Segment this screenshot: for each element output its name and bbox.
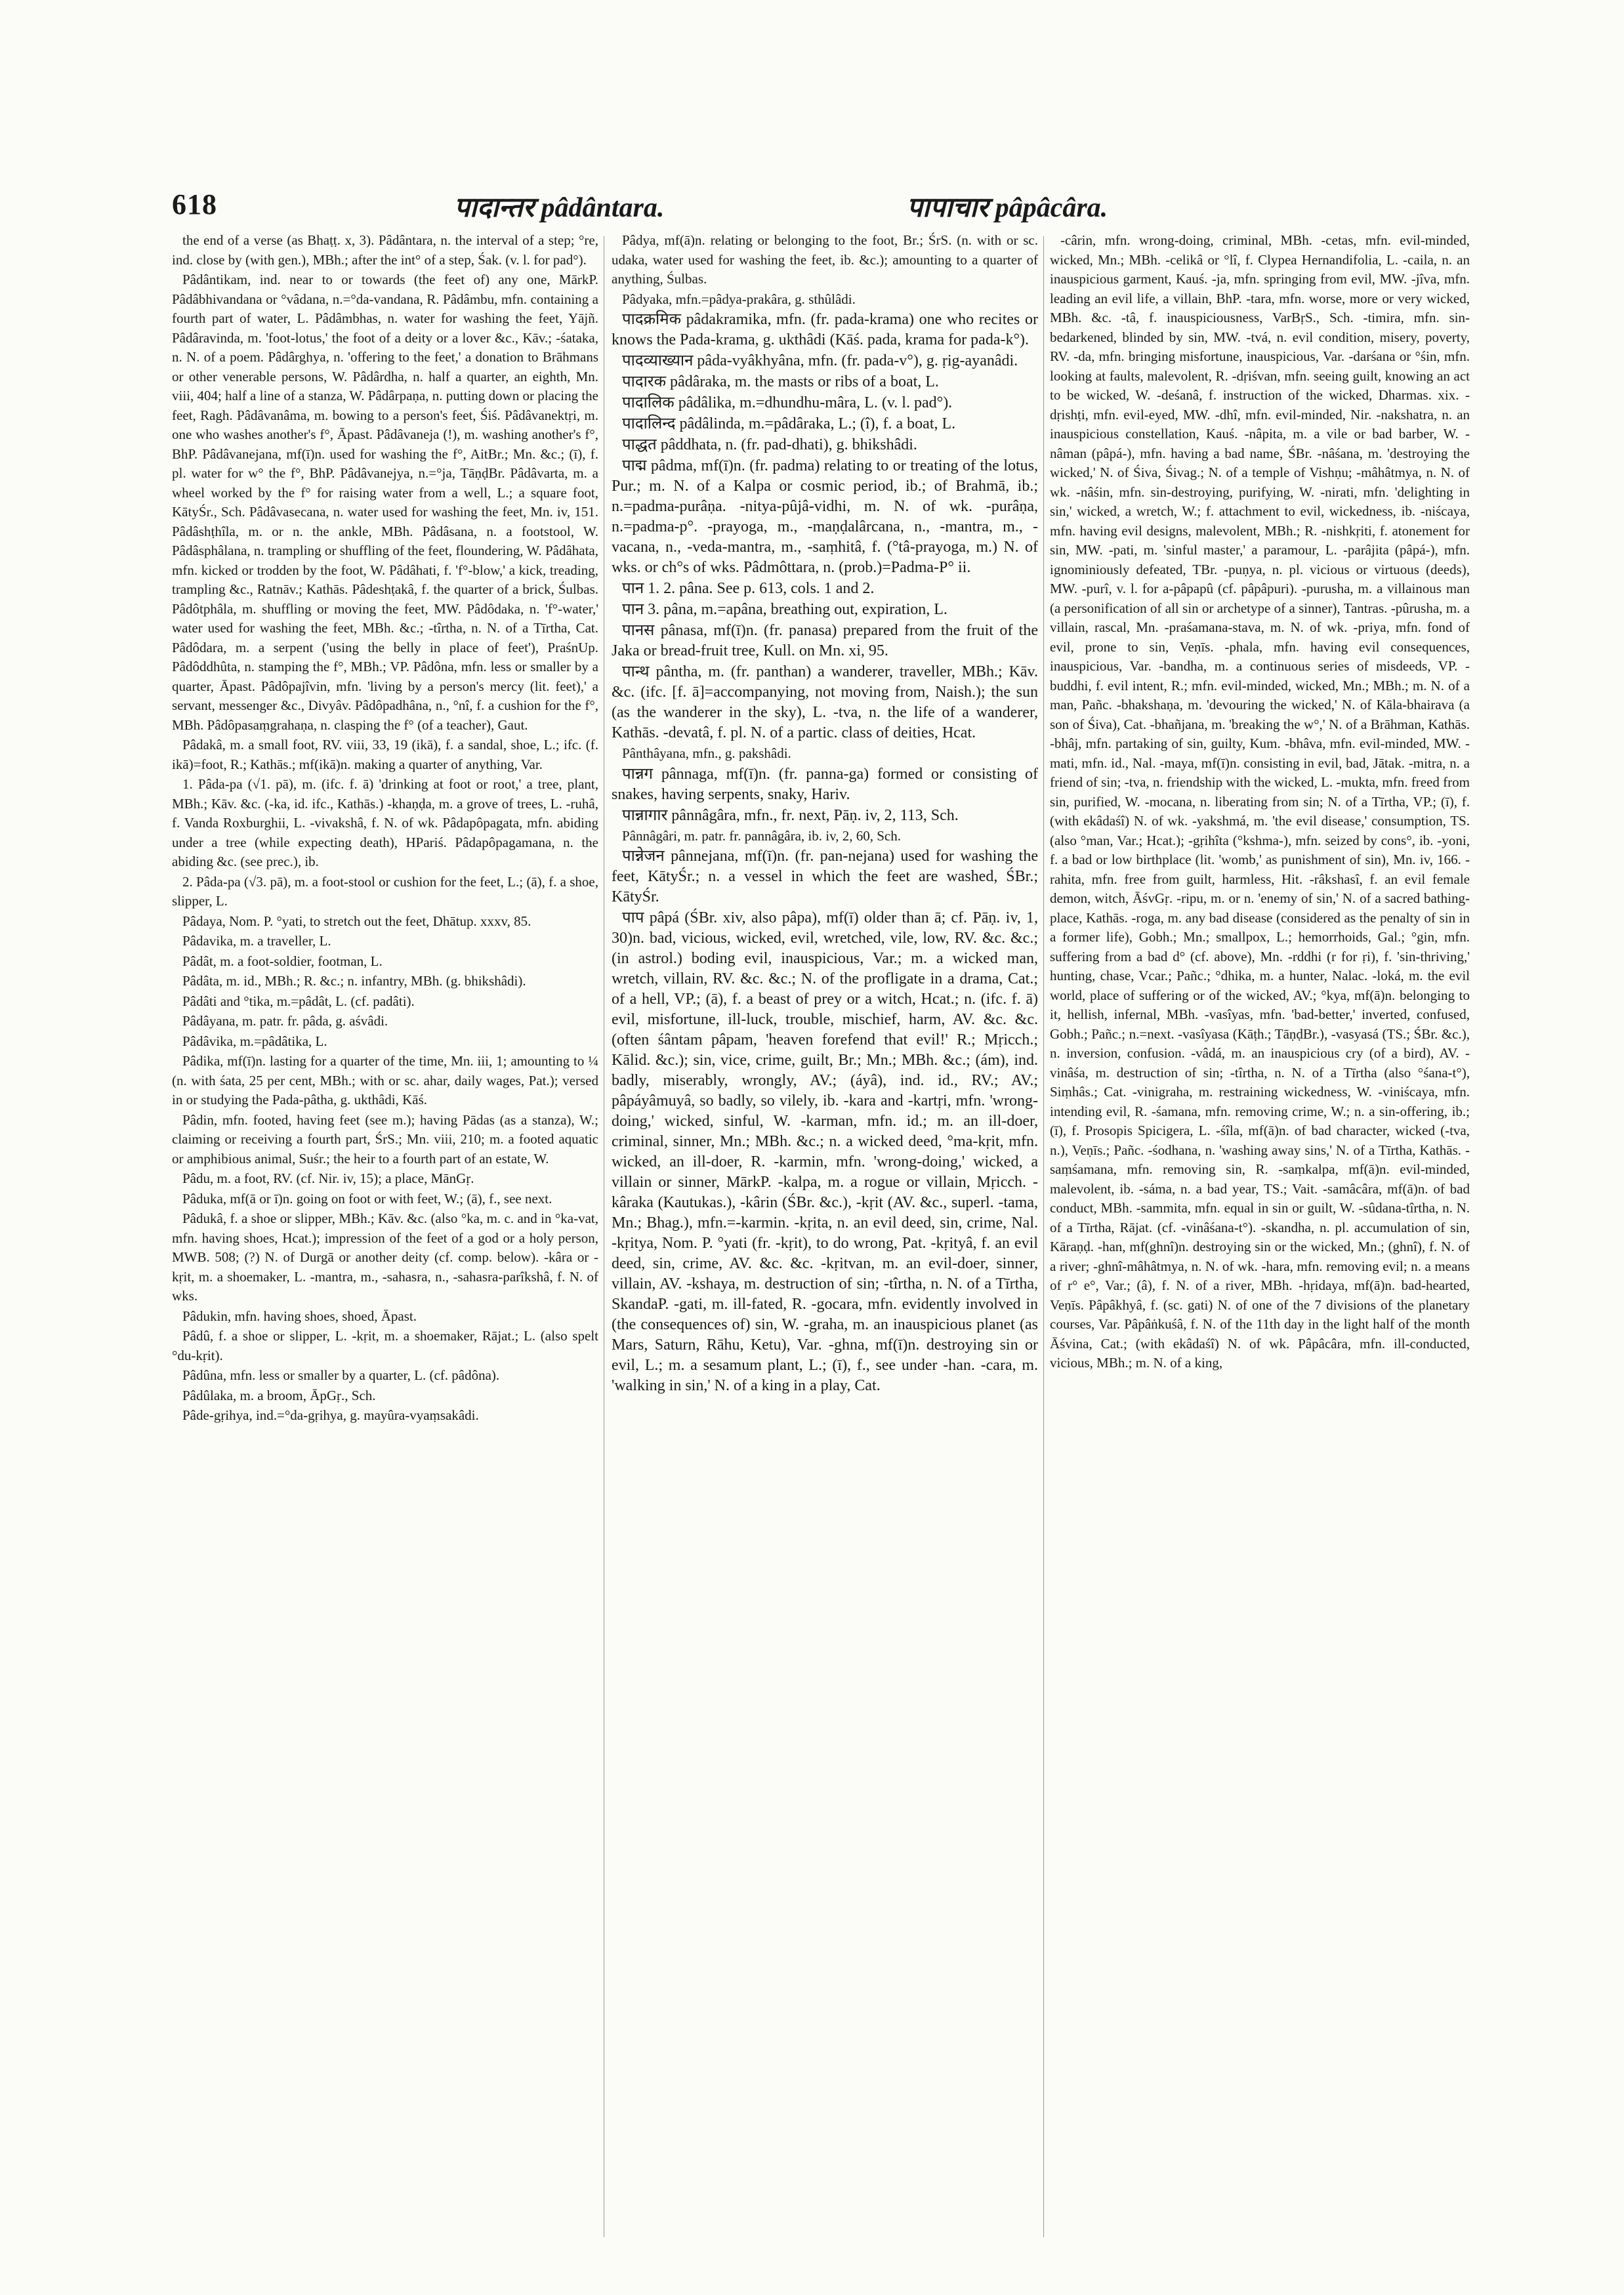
- dictionary-entry: Pâdu, m. a foot, RV. (cf. Nir. iv, 15); a place, MānGṛ.: [182, 1170, 474, 1186]
- column-right: [1050, 231, 1470, 2248]
- dictionary-entry: Pâde-gṛihya, ind.=°da-gṛihya, g. mayûra-vyaṃsakâdi.: [182, 1407, 479, 1423]
- column-left: [172, 231, 598, 2248]
- dictionary-entry: Pâdûna, mfn. less or smaller by a quarter, L. (cf. pâdôna).: [182, 1367, 500, 1383]
- running-head-left: पादान्तर pâdântara.: [454, 193, 665, 223]
- dictionary-entry: 2. Pâda-pa (√3. pā), m. a foot-stool or cushion for the feet, L.; (ā), f. a shoe, slipper, L.: [172, 873, 598, 909]
- dictionary-entry: पान्नेजन pânnejana, mf(ī)n. (fr. pan-nejana) used for washing the feet, KātyŚr.; n. a vessel in which the feet are washed, ŚBr.; KātyŚr.: [612, 848, 1038, 905]
- dictionary-entry: पान्नागार pânnâgâra, mfn., fr. next, Pāṇ. iv, 2, 113, Sch.: [622, 806, 959, 824]
- dictionary-entry: Pâdâyana, m. patr. fr. pâda, g. aśvâdi.: [182, 1013, 388, 1029]
- dictionary-entry: पाद्धत pâddhata, n. (fr. pad-dhati), g. bhikshâdi.: [622, 436, 917, 453]
- dictionary-entry: Pâdâvika, m.=pâdâtika, L.: [182, 1033, 327, 1049]
- dictionary-entry: Pâdin, mfn. footed, having feet (see m.); having Pādas (as a stanza), W.; claiming or receiving a fourth part, ŚrS.; Mn. viii, 210; m. a footed aquatic or amphibious animal, Suśr.; the heir to a fourth part of an estate, W.: [172, 1111, 598, 1167]
- dictionary-entry: Pânthâyana, mfn., g. pakshâdi.: [622, 745, 791, 761]
- dictionary-entry: पान्नग pânnaga, mf(ī)n. (fr. panna-ga) formed or consisting of snakes, having serpents, snaky, Hariv.: [612, 765, 1038, 803]
- dictionary-entry: पान्थ pântha, m. (fr. panthan) a wanderer, traveller, MBh.; Kāv. &c. (ifc. [f. ā]=accompanying, not moving from, Naish.); the sun (as the wanderer in the sky), L. -tva, n. the life of a wanderer, Kathās. -devatâ, f. pl. N. of a partic. class of deities, Hcat.: [612, 663, 1038, 741]
- column-middle: [612, 231, 1038, 2248]
- page-header: [172, 188, 1458, 227]
- dictionary-entry: Pâdât, m. a foot-soldier, footman, L.: [182, 953, 383, 969]
- dictionary-entry: पादारक pâdâraka, m. the masts or ribs of a boat, L.: [622, 373, 939, 390]
- page-number: 618: [172, 188, 217, 220]
- dictionary-entry: पान 3. pâna, m.=apâna, breathing out, expiration, L.: [622, 601, 947, 618]
- dictionary-entry: Pâdântikam, ind. near to or towards (the feet of) any one, MārkP. Pâdâbhivandana or °vâdana, n.=°da-vandana, R. Pâdâmbu, mfn. containing a fourth part of water, L. Pâdâmbhas, n. water for washing the feet, Yājñ. Pâdâravinda, m. 'foot-lotus,' the foot of a deity or a lover &c., Kāv.; -śataka, n. N. of a poem. Pâdârghya, n. 'offering to the feet,' a donation to Brāhmans or other venerable persons, W. Pâdârdha, n. half a quarter, an eighth, Mn. viii, 404; half a line of a stanza, W. Pâdârpaṇa, n. putting down or placing the feet, Ragh. Pâdâvanâma, m. bowing to a person's feet, Śiś. Pâdâvanektṛi, m. one who washes another's f°, Āpast. Pâdâvaneja (!), m. washing another's f°, BhP. Pâdâvanejana, mf(ī)n. used for washing the f°, AitBr.; Mn. &c.; (ī), f. pl. water for w° the f°, BhP. Pâdâvanejya, n.=°ja, TāṇḍBr. Pâdâvarta, m. a wheel worked by the f° for raising water from a well, L.; a square foot, KātyŚr., Sch. Pâdâvasecana, n. water used for washing the feet, Mn. iv, 151. Pâdâshṭhîla, m. or n. the ankle, MBh. Pâdâsana, n. a footstool, W. Pâdâsphâlana, n. trampling or shuffling of the feet, floundering, W. Pâdâhata, mfn. kicked or trodden by the foot, W. Pâdâhati, f. 'f°-blow,' a kick, treading, trampling &c., Ratnāv.; Kathās. Pâdeshṭakâ, f. the quarter of a brick, Śulbas. Pâdôtphâla, m. shuffling or moving the feet, MW. Pâdôdaka, n. 'f°-water,' water used for washing the feet, MBh. &c.; -tîrtha, n. N. of a Tīrtha, Cat. Pâdôdara, m. a serpent ('using the belly in place of feet'), PraśnUp. Pâdôddhûta, n. stamping the f°, MBh.; VP. Pâdôna, mfn. less or smaller by a quarter, Āpast. Pâdôpajîvin, mfn. 'living by a person's mercy (lit. feet),' a servant, messenger &c., Divyâv. Pâdôpadhâna, n., °nî, f. a cushion for the f°, MBh. Pâdôpasaṃgrahaṇa, n. clasping the f° (of a teacher), Gaut.: [172, 272, 598, 733]
- dictionary-entry: Pâdûlaka, m. a broom, ĀpGṛ., Sch.: [182, 1387, 376, 1403]
- dictionary-entry: पादक्रमिक pâdakramika, mfn. (fr. pada-krama) one who recites or knows the Pada-krama, g. ukthâdi (Kāś. pada, krama for pada-k°).: [612, 311, 1038, 348]
- dictionary-entry: the end of a verse (as Bhaṭṭ. x, 3). Pâdântara, n. the interval of a step; °re, ind. close by (with gen.), MBh.; after the int° of a step, Śak. (v. l. for pad°).: [172, 232, 598, 268]
- dictionary-entry: Pâduka, mf(ā or ī)n. going on foot or with feet, W.; (ā), f., see next.: [182, 1190, 552, 1207]
- dictionary-entry: Pâdavika, m. a traveller, L.: [182, 933, 331, 949]
- dictionary-entry: Pâdaya, Nom. P. °yati, to stretch out the feet, Dhātup. xxxv, 85.: [182, 913, 531, 929]
- dictionary-entry: पादालिन्द pâdâlinda, m.=pâdâraka, L.; (î), f. a boat, L.: [622, 415, 956, 432]
- dictionary-entry: पादालिक pâdâlika, m.=dhundhu-mâra, L. (v. l. pad°).: [622, 394, 953, 411]
- dictionary-entry: Pâdukâ, f. a shoe or slipper, MBh.; Kāv. &c. (also °ka, m. c. and in °ka-vat, mfn. having shoes, Hcat.); impression of the feet of a god or a holy person, MWB. 508; (?) N. of Durgā or another deity (cf. comp. below). -kâra or -kṛit, m. a shoemaker, L. -mantra, m., -sahasra, n., -sahasra-parîkshâ, f. N. of wks.: [172, 1210, 598, 1304]
- dictionary-entry: Pâdya, mf(ā)n. relating or belonging to the foot, Br.; ŚrS. (n. with or sc. udaka, water used for washing the feet, ib. &c.); amounting to a quarter of anything, Śulbas.: [612, 232, 1038, 287]
- dictionary-entry: Pâdika, mf(ī)n. lasting for a quarter of the time, Mn. iii, 1; amounting to ¼ (n. with śata, 25 per cent, MBh.; with or sc. ahar, daily wages, Pat.); versed in or studying the Pada-pâtha, g. ukthâdi, Kāś.: [172, 1053, 598, 1107]
- dictionary-entry: Pâdyaka, mfn.=pâdya-prakâra, g. sthûlâdi.: [622, 291, 856, 307]
- dictionary-entry: Pâdâti and °tika, m.=pâdât, L. (cf. padâti).: [182, 993, 415, 1009]
- running-head-right: पापाचार pâpâcâra.: [907, 193, 1108, 223]
- dictionary-entry: Pâdukin, mfn. having shoes, shoed, Āpast.: [182, 1308, 417, 1324]
- dictionary-entry: Pânnâgâri, m. patr. fr. pannâgâra, ib. iv, 2, 60, Sch.: [622, 827, 901, 844]
- dictionary-entry: पाद्म pâdma, mf(ī)n. (fr. padma) relating to or treating of the lotus, Pur.; m. N. of a Kalpa or cosmic period, ib.; of Brahmā, ib.; n.=padma-purâṇa. -nitya-pûjâ-vidhi, m. N. of wk. -purâṇa, n.=padma-p°. -prayoga, m., -maṇḍalârcana, n., -mantra, m., -vacana, n., -veda-mantra, m., -saṃhitâ, f. (°tâ-prayoga, m.) N. of wks. or ch°s of wks. Pâdmôttara, n. (prob.)=Padma-P° ii.: [612, 457, 1038, 576]
- dictionary-entry: 1. Pâda-pa (√1. pā), m. (ifc. f. ā) 'drinking at foot or root,' a tree, plant, MBh.; Kāv. &c. (-ka, id. ifc., Kathās.) -khaṇḍa, m. a grove of trees, L. -ruhâ, f. Vanda Roxburghii, L. -vivakshâ, f. N. of wk. Pâdapôpagata, mfn. abiding under a tree (while expecting death), HPariś. Pâdapôpagamana, n. the abiding &c. (see prec.), ib.: [172, 776, 598, 869]
- dictionary-entry: पाप pâpá (ŚBr. xiv, also pâpa), mf(ī) older than ā; cf. Pāṇ. iv, 1, 30)n. bad, vicious, wicked, evil, wretched, vile, low, RV. &c. &c.; (in astrol.) boding evil, inauspicious, Var.; m. a wicked man, wretch, villain, RV. &c. &c.; N. of the profligate in a drama, Cat.; of a hell, VP.; (ā), f. a beast of prey or a witch, Hcat.; n. (ifc. f. ā) evil, misfortune, ill-luck, trouble, mischief, harm, AV. &c. &c. (often śântam pâpam, 'heaven forefend that evil!' R.; Mṛicch.; Kālid. &c.); sin, vice, crime, guilt, Br.; Mn.; MBh. &c.; (ám), ind. badly, miserably, wrongly, AV.; (áyâ), ind. id., RV.; AV.; pâpáyâmuyâ, so badly, so vilely, ib. -kara and -kartṛi, mfn. 'wrong-doing,' wicked, sinful, W. -karman, mfn. id.; m. an ill-doer, criminal, sinner, Mn.; MBh. &c.; n. a wicked deed, °ma-kṛit, mfn. wicked, an ill-doer, R. -karmin, mfn. 'wrong-doing,' wicked, a villain or sinner, MārkP. -kalpa, m. a rogue or villain, Mṛicch. -kâraka (Kautukas.), -kârin (ŚBr. &c.), -kṛit (AV. &c., superl. -tama, Mn.; Bhag.), mfn.=-karmin. -kṛita, n. an evil deed, sin, crime, Nal. -kṛitya, Nom. P. °yati (fr. -kṛit), to do wrong, Pat. -kṛityâ, f. an evil deed, sin, crime, AV. &c. &c. -kṛitvan, m. an evil-doer, sinner, villain, AV. -kshaya, m. destruction of sin; -tîrtha, n. N. of a Tīrtha, SkandaP. -gati, m. ill-fated, R. -gocara, mfn. evidently involved in (the consequences of) sin, W. -graha, m. an inauspicious planet (as Mars, Saturn, Rāhu, Ketu), Var. -ghna, mf(ī)n. destroying sin or evil, L.; m. a sesamum plant, L.; (ī), f., see under -han. -cara, m. 'walking in sin,' N. of a king in a play, Cat.: [612, 909, 1038, 1394]
- dictionary-entry: पादव्याख्यान pâda-vyâkhyâna, mfn. (fr. pada-v°), g. ṛig-ayanâdi.: [622, 352, 1018, 369]
- column-divider: [1043, 236, 1044, 2237]
- dictionary-entry: Pâdakâ, m. a small foot, RV. viii, 33, 19 (ikā), f. a sandal, shoe, L.; ifc. (f. ikā)=foot, R.; Kathās.; mf(ikā)n. making a quarter of anything, Var.: [172, 737, 598, 772]
- dictionary-entry: Pâdâta, m. id., MBh.; R. &c.; n. infantry, MBh. (g. bhikshâdi).: [182, 973, 526, 989]
- dictionary-entry: -cârin, mfn. wrong-doing, criminal, MBh. -cetas, mfn. evil-minded, wicked, Mn.; MBh. -celikâ or °lî, f. Clypea Hernandifolia, L. -caila, n. an inauspicious garment, Kauś. -ja, mfn. springing from evil, MW. -jîva, mfn. leading an evil life, a villain, BhP. -tara, mfn. worse, more or very wicked, MBh. &c. -tâ, f. inauspiciousness, VarBṛS., Sch. -timira, mfn. sin-bedarkened, blinded by sin, MW. -tvá, n. evil condition, misery, poverty, RV. -da, mfn. bringing misfortune, inauspicious, Var. -darśana or °śin, mfn. looking at faults, malevolent, R. -dṛiśvan, mfn. seeing guilt, knowing an act to be wicked, W. -deśanâ, f. instruction of the wicked, Dharmas. xix. -dṛishṭi, mfn. evil-eyed, MW. -dhî, mfn. evil-minded, Nir. -nakshatra, n. an inauspicious constellation, Kauś. -nâpita, m. a vile or bad barber, W. -nâman (pâpá-), mfn. having a bad name, ŚBr. -nâśana, m. 'destroying the wicked,' N. of Śiva, Śivag.; N. of a temple of Vishṇu; -mâhâtmya, n. N. of wk. -nâśin, mfn. sin-destroying, purifying, W. -nirati, mfn. 'delighting in sin,' wicked, a wretch, W.; f. attachment to evil, wickedness, ib. -niścaya, mfn. having evil designs, malevolent, MBh.; R. -nishkṛiti, f. atonement for sin, MW. -pati, m. 'sinful master,' a paramour, L. -parâjita (pâpá-), mfn. ignominiously defeated, TBr. -puṇya, n. pl. vicious or virtuous (deeds), MW. -purî, v. l. for a-pâpapû (cf. pâpâpuri). -purusha, m. a villainous man (a personification of all sin or archetype of a sinner), Tantras. -pûrusha, m. a villain, rascal, Mn. -praśamana-stava, m. N. of wk. -priya, mfn. fond of evil, prone to sin, Veṇīs. -phala, mfn. having evil consequences, inauspicious, Var. -bandha, m. a continuous series of misdeeds, VP. -buddhi, f. evil intent, R.; mfn. evil-minded, wicked, Mn.; MBh.; m. N. of a man, Pañc. -bhakshaṇa, m. 'devouring the wicked,' N. of Kāla-bhairava (a son of Śiva), Cat. -bhañjana, m. 'breaking the w°,' N. of a Brāhman, Kathās. -bhâj, mfn. partaking of sin, guilty, Kum. -bhâva, mfn. evil-minded, MW. -mati, mfn. id., Nal. -maya, mf(ī)n. consisting in evil, bad, Jātak. -mitra, n. a friend of sin; -tva, n. friendship with the wicked, L. -mukta, mfn. freed from sin, purified, W. -mocana, n. liberating from sin; N. of a Tīrtha, VP.; (ī), f. (with ekâdaśî) N. of wk. -yakshmá, m. 'the evil disease,' consumption, TS. (also °man, Var.; Hcat.); -gṛihîta (°kshma-), mfn. seized by cons°, ib. -yoni, f. a bad or low birthplace (lit. 'womb,' as punishment of sin), Mn. iv, 166. -rahita, mfn. free from guilt, harmless, Hit. -râkshasî, f. an evil female demon, witch, ĀśvGṛ. -ripu, m. or n. 'enemy of sin,' N. of a sacred bathing-place, Kathās. -roga, m. any bad disease (considered as the penalty of sin in a former life), Gobh.; Mn.; smallpox, L.; hemorrhoids, Gal.; °gin, mfn. suffering from a bad d° (cf. above), Mn. -rddhi (r for ṛi), f. 'sin-thriving,' hunting, chase, Vcar.; Pañc.; °dhika, m. a hunter, Nalac. -loká, m. the evil world, place of suffering or of the wicked, AV.; °kya, mf(ā)n. belonging to it, hellish, infernal, MBh. -vasîyas, mfn. 'bad-better,' inverted, confused, Gobh.; Pañc.; n.=next. -vasîyasa (Kāṭh.; TāṇḍBr.), -vasyasá (TS.; ŚBr. &c.), n. inversion, confusion. -vâdá, m. an inauspicious cry (of a bird), AV. -vinâśa, m. destruction of sin; -tîrtha, n. N. of a Tīrtha (also °śana-t°), Siṃhâs.; Cat. -vinigraha, m. restraining wickedness, W. -viniścaya, mfn. intending evil, R. -śamana, mfn. removing crime, W.; n. a sin-offering, ib.; (ī), f. Prosopis Spicigera, L. -śîla, mf(ā)n. of bad character, wicked (-tva, n.), Veṇīs.; Pañc. -śodhana, n. 'washing away sins,' N. of a Tīrtha, Kathās. -saṃśamana, mfn. removing sin, R. -saṃkalpa, mf(ā)n. evil-minded, malevolent, ib. -sáma, n. a bad year, TS.; Vait. -samâcâra, mf(ā)n. of bad conduct, MBh. -sammita, mfn. equal in sin or guilt, W. -sûdana-tîrtha, n. N. of a Tīrtha, Rājat. (cf. -vinâśana-t°). -skandha, n. pl. accumulation of sin, Kāraṇḍ. -han, mf(ghnî)n. destroying sin or the wicked, Mn.; (ghnî), f. N. of a river; -ghnî-mâhâtmya, n. N. of wk. -hara, mfn. removing evil; n. a means of r° e°, Var.; (â), f. N. of a river, MBh. -hṛidaya, mf(ā)n. bad-hearted, Veṇīs. Pâpâkhyâ, f. (sc. gati) N. of one of the 7 divisions of the planetary courses, Var. Pâpâṅkuśâ, f. N. of the 11th day in the light half of the month Āśvina, Cat.; (with ekâdaśî) N. of wk. Pâpâcâra, mfn. ill-conducted, vicious, MBh.; m. N. of a king,: [1050, 232, 1470, 1371]
- dictionary-entry: Pâdû, f. a shoe or slipper, L. -kṛit, m. a shoemaker, Rājat.; L. (also spelt °du-kṛit).: [172, 1328, 598, 1363]
- dictionary-entry: पान 1. 2. pâna. See p. 613, cols. 1 and 2.: [622, 580, 875, 597]
- dictionary-entry: पानस pânasa, mf(ī)n. (fr. panasa) prepared from the fruit of the Jaka or bread-fruit tree, Kull. on Mn. xi, 95.: [612, 622, 1038, 659]
